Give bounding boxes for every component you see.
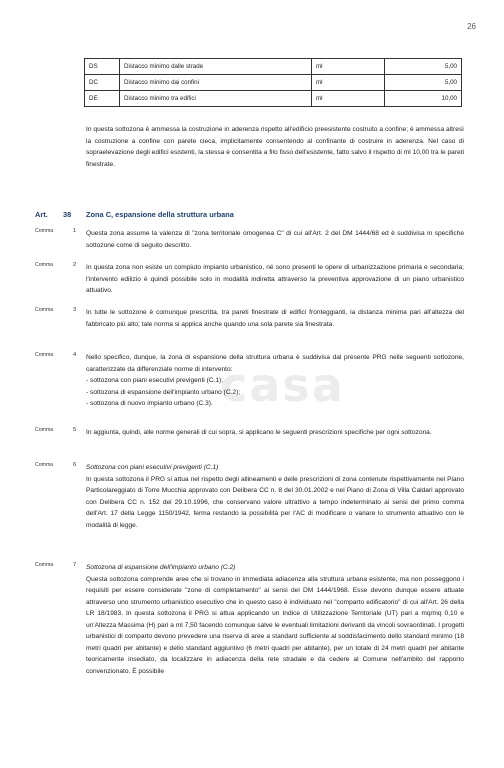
comma-number: 1 — [73, 228, 77, 234]
distances-table — [84, 58, 462, 107]
table-cell-desc: Distacco minimo dalle strade — [120, 59, 312, 75]
table-cell-code: DE — [85, 91, 120, 107]
table-cell-unit: ml — [312, 59, 385, 75]
intro-paragraph: In questa sottozona è ammessa la costruzione in aderenza rispetto all'edificio preesistente costruito a confine; è ammessa altresì la costruzione a confine con parete cieca, implicitamente consentendo al confinante di costruire in aderenza. Nel caso di sopraelevazione degli edifici esistenti, la stessa è consentita a filo fisso dell'esistente, fatto salvo il rispetto di ml 10,00 tra le pareti finestrate. — [86, 126, 464, 168]
watermark-logo: casa — [220, 358, 345, 412]
comma-text-block — [86, 427, 464, 439]
comma-text: In questa zona non esiste un compiuto impianto urbanistico, né sono presenti le opere di urbanizzazione primaria e secondaria; l'intervento edilizio è quindi possibile solo in modalità indiretta attraverso la preventiva approvazione di un piano urbanistico attuativo. — [86, 264, 464, 294]
comma-subtitle: Sottozona di espansione dell'impianto urbano (C.2) — [86, 564, 236, 571]
comma-text-block — [86, 228, 464, 251]
comma-number: 6 — [73, 462, 77, 468]
comma-number: 3 — [73, 307, 77, 313]
comma-text: Nello specifico, dunque, la zona di espansione della struttura urbana è suddivisa dal presente PRG nelle seguenti sottozone, caratterizzate da differenziate norme di intervento: — [86, 354, 464, 373]
comma-label: Comma — [35, 352, 54, 358]
table-cell-value: 10,00 — [385, 91, 462, 107]
article-number: 38 — [63, 210, 72, 219]
page-number: 26 — [467, 22, 476, 31]
comma-label: Comma — [35, 427, 54, 433]
comma-label: Comma — [35, 462, 54, 468]
comma-text: Questa sottozona comprende aree che si trovano in immediata adiacenza alla struttura urbana esistente, ma non posseggono i requisiti per essere considerate "zone di completamento" ai sensi del DM 1444/1968. Esse devono dunque essere attuate attraverso uno strumento urbanistico esecutivo che in questo caso è individuato nel "comparto edificatorio" di cui all'Art. 26 della LR 18/1983. In questa sottozona il PRG si attua applicando un Indice di Utilizzazione Territoriale (UT) pari a mq/mq 0,10 e un'Altezza Massima (H) pari a ml 7,50 facendo comunque salve le eventuali limitazioni derivanti da vincoli sovraordinati. I progetti urbanistici di comparto devono prevedere una riserva di aree a standard sufficiente al soddisfacimento dello standard minimo (18 metri quadri per abitante) e dello standard aggiuntivo (6 metri quadri per abitante), per un totale di 24 metri quadri per abitante teoricamente insediato, da localizzare in adiacenza della rete stradale e da cedere al Comune nell'ambito del rapporto convenzionato. È possibile — [86, 575, 464, 675]
table-cell-value: 5,00 — [385, 59, 462, 75]
comma-label: Comma — [35, 562, 54, 568]
table-cell-value: 5,00 — [385, 75, 462, 91]
table-row — [85, 75, 462, 91]
comma-number: 4 — [73, 352, 77, 358]
list-item: - sottozona di espansione dell'impianto urbano (C.2); — [86, 387, 464, 399]
comma-number: 7 — [73, 562, 77, 568]
comma-subtitle: Sottozona con piani esecutivi previgenti (C.1) — [86, 464, 219, 471]
table-cell-code: DS — [85, 59, 120, 75]
comma-label: Comma — [35, 262, 54, 268]
comma-text-block — [86, 262, 464, 297]
comma-text: In tutte le sottozone è comunque prescritta, tra pareti finestrate di edifici fronteggianti, la distanza minima pari all'altezza del fabbricato più alto; tale norma si applica anche quando una sola parete sia finestrata. — [86, 309, 464, 328]
list-item: - sottozona di nuovo impianto urbano (C.3). — [86, 398, 464, 410]
article-label: Art. — [35, 210, 48, 219]
comma-label: Comma — [35, 307, 54, 313]
table-row — [85, 91, 462, 107]
comma-text: In questa sottozona il PRG si attua nel rispetto degli allineamenti e delle prescrizioni di zona contenute rispettivamente nel Piano Particolareggiato di Torre Mucchia approvato con Delibera CC n. 8 del 30.01.2002 e nel Piano di Zona di Villa Caldari approvato con Delibera CC n. 152 del 29.10.1996, che conservano valore ultrattivo a tempo indeterminato ai sensi del primo comma dell'Art. 17 della Legge 1150/1942, ferma restando la possibilità per l'AC di modificare o variare lo strumento attuativo con le modalità di legge. — [86, 475, 464, 529]
comma-number: 2 — [73, 262, 77, 268]
comma-number: 5 — [73, 427, 77, 433]
comma-label: Comma — [35, 228, 54, 234]
comma-text: Questa zona assume la valenza di "zona territoriale omogenea C" di cui all'Art. 2 del DM 1444/68 ed è suddivisa in specifiche sottozone come di seguito descritto. — [86, 230, 464, 249]
table-cell-desc: Distacco minimo tra edifici — [120, 91, 312, 107]
comma-text-block — [86, 462, 464, 531]
comma-text-block — [86, 352, 464, 410]
list-item: - sottozona con piani esecutivi previgenti (C.1); — [86, 375, 464, 387]
table-cell-desc: Distacco minimo dai confini — [120, 75, 312, 91]
table-row — [85, 59, 462, 75]
table-cell-unit: ml — [312, 75, 385, 91]
comma-text: In aggiunta, quindi, alle norme generali di cui sopra, si applicano le seguenti prescrizioni specifiche per ogni sottozona. — [86, 429, 432, 436]
article-title: Zona C, espansione della struttura urbana — [86, 210, 234, 219]
comma-text-block — [86, 562, 464, 677]
table-cell-code: DC — [85, 75, 120, 91]
comma-text-block — [86, 307, 464, 330]
table-cell-unit: ml — [312, 91, 385, 107]
bullet-list — [86, 375, 464, 410]
